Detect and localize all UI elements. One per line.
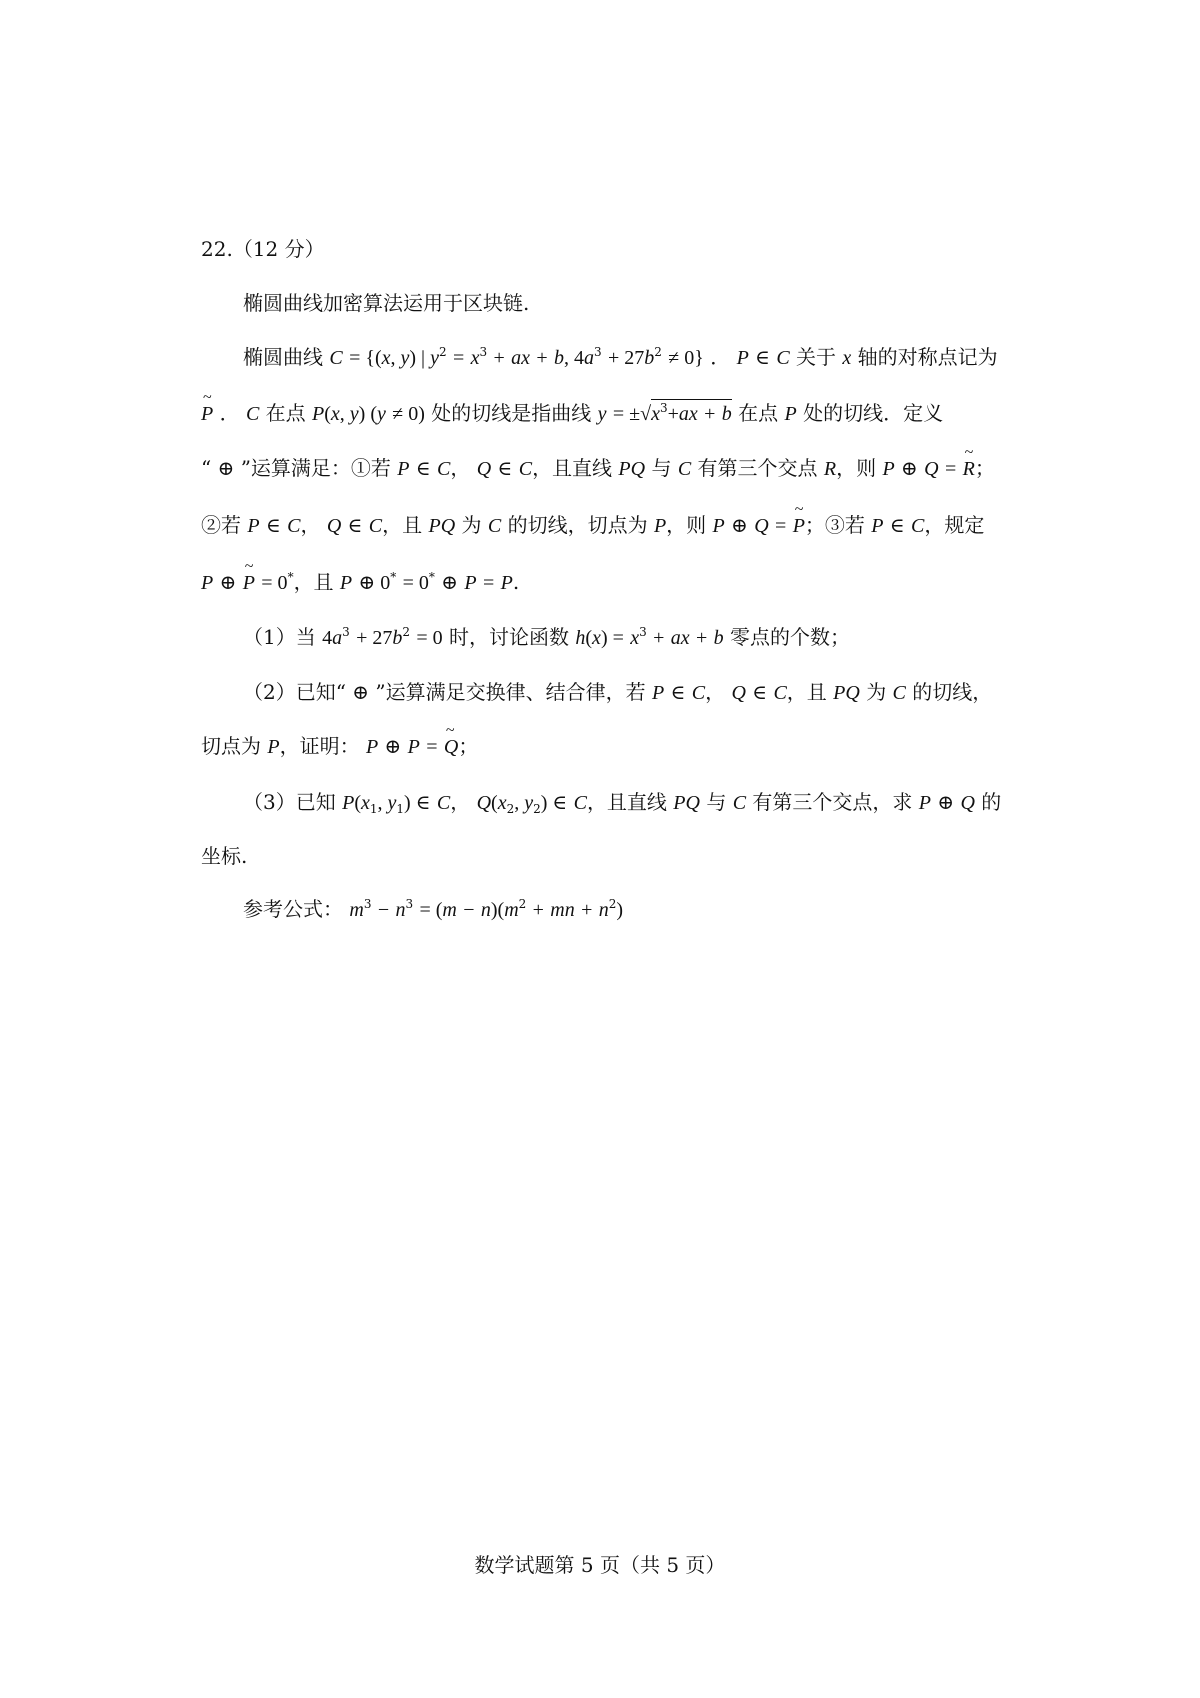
- intro-line: 椭圆曲线加密算法运用于区块链.: [243, 291, 530, 315]
- definition-line-1: 椭圆曲线 C = {(x, y) | $y^2 = x^3$ + ax + b, $4a^3 + 27b^2 \ne 0$} ． P ∈ C 关于 x 轴的对称点记为: [243, 345, 998, 369]
- definition-line-2: ~ P ． C 在点 P(x, y) (y ≠ 0) 处的切线是指曲线 $y = \pm√x^3+ax + b$ 在点 P 处的切线．定义: [201, 397, 943, 426]
- question-number: 22.: [201, 237, 233, 261]
- question-header: [201, 233, 325, 262]
- reference-formula: 参考公式： $m^3 - n^3 = (m - n)(m^2$ + mn + $n^2$): [243, 897, 624, 921]
- rule-line-2: ②若 P ∈ C， Q ∈ C，且 PQ 为 C 的切线，切点为 P，则 P ⊕ Q = ~ P；③若 P ∈ C，规定: [201, 509, 984, 538]
- part-1: （1）当 $4a^3 + 27b^2 = 0$ 时，讨论函数 $h(x) = x^3$ + ax + b 零点的个数；: [243, 625, 851, 649]
- page-footer: 数学试题第 5 页（共 5 页）: [474, 1553, 726, 1577]
- part-3-line-1: （3）已知 $P(x_1$, $y_1$) ∈ C， $Q(x_2$, $y_2$) ∈ C，且直线 PQ 与 C 有第三个交点，求 P ⊕ Q 的: [243, 790, 1002, 816]
- question-score: （12 分）: [232, 237, 325, 261]
- rule-line-1: “ ⊕ ”运算满足：①若 P ∈ C， Q ∈ C，且直线 PQ 与 C 有第三个交点 R，则 P ⊕ Q = ~ R；: [201, 452, 995, 481]
- part-2-line-2: 切点为 P，证明： P ⊕ P = ~ Q；: [201, 730, 478, 759]
- part-3-line-2: 坐标.: [201, 844, 248, 868]
- rule-line-3: P ⊕ ~ P = 0*，且 P ⊕ 0* = 0* ⊕ P = P.: [201, 566, 519, 595]
- part-2-line-1: （2）已知“ ⊕ ”运算满足交换律、结合律，若 P ∈ C， Q ∈ C，且 PQ 为 C 的切线，: [243, 680, 993, 704]
